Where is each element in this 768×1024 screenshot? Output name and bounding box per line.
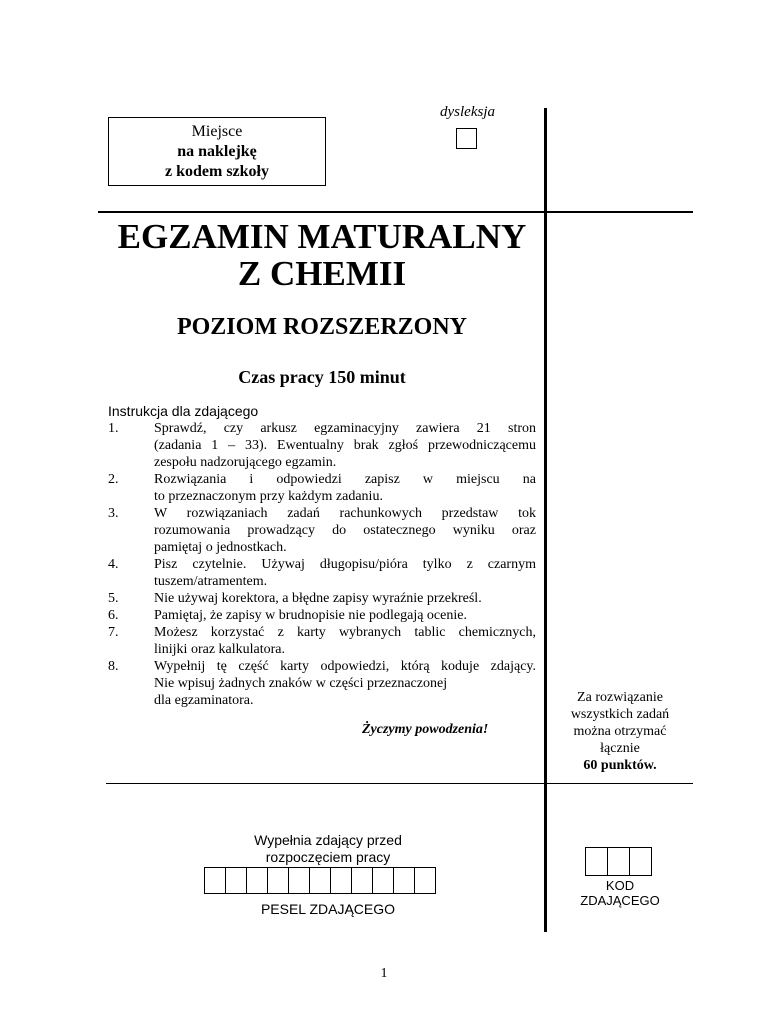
instruction-line: Sprawdź, czy arkusz egzaminacyjny zawiera 21 stron [154,421,536,436]
instructions-heading: Instrukcja dla zdającego [108,403,259,419]
points-line-2: wszystkich zadań [570,707,670,722]
instruction-item [108,590,536,607]
vertical-divider [544,108,547,932]
dyslexia-label: dysleksja [440,104,495,120]
exam-level: POZIOM ROZSZERZONY [176,314,468,340]
digit-box[interactable] [288,867,310,894]
digit-box[interactable] [225,867,247,894]
instruction-line: dla egzaminatora. [154,693,254,708]
points-line-3: można otrzymać [573,724,667,739]
digit-box[interactable] [330,867,352,894]
good-luck-message: Życzymy powodzenia! [362,722,489,737]
instruction-line: W rozwiązaniach zadań rachunkowych przedstaw tok [154,506,536,521]
instruction-line: Możesz korzystać z karty wybranych tablic chemicznych, [154,625,536,640]
instruction-number: 7. [108,625,119,640]
instruction-item [108,471,536,505]
instruction-line: to przeznaczonym przy każdym zadaniu. [154,489,383,504]
pesel-caption-line-2: rozpoczęciem pracy [265,849,391,865]
digit-box[interactable] [267,867,289,894]
instruction-line: (zadania 1 – 33). Ewentualny brak zgłoś przewodniczącemu [154,438,536,453]
instruction-item [108,556,536,590]
sticker-line-1: Miejsce [191,123,243,140]
instruction-line: Pamiętaj, że zapisy w brudnopisie nie podlegają ocenie. [154,608,467,623]
instruction-line: tuszem/atramentem. [154,574,268,589]
instruction-line: Nie używaj korektora, a błędne zapisy wyraźnie przekreśl. [154,591,482,606]
digit-box[interactable] [414,867,436,894]
exam-title-line-2: Z CHEMII [237,254,407,293]
sticker-line-3: z kodem szkoły [165,163,269,180]
instruction-number: 2. [108,472,119,487]
exam-time: Czas pracy 150 minut [238,367,406,387]
points-line-4: łącznie [600,741,640,756]
digit-box[interactable] [372,867,394,894]
instruction-item [108,607,536,624]
student-code-label-line-2: ZDAJĄCEGO [580,893,660,908]
top-horizontal-divider [98,211,693,213]
digit-box[interactable] [351,867,373,894]
instruction-number: 5. [108,591,119,606]
digit-box[interactable] [309,867,331,894]
student-code-input-boxes[interactable] [586,847,652,876]
instruction-line: Nie wpisuj żadnych znaków w części przeznaczonej [154,676,448,691]
digit-box[interactable] [629,847,652,876]
instruction-line: Pisz czytelnie. Używaj długopisu/pióra tylko z czarnym [154,557,536,572]
digit-box[interactable] [585,847,608,876]
instruction-line: zespołu nadzorującego egzamin. [154,455,337,470]
points-line-1: Za rozwiązanie [577,690,663,705]
digit-box[interactable] [607,847,630,876]
instruction-line: rozumowania prowadzący do ostatecznego wyniku oraz [154,523,536,538]
instruction-line: Wypełnij tę część karty odpowiedzi, którą koduje zdający. [154,659,536,674]
points-line-5: 60 punktów. [583,758,657,773]
pesel-label: PESEL ZDAJĄCEGO [260,901,396,917]
instruction-item [108,624,536,658]
total-points-note [560,689,680,774]
digit-box[interactable] [204,867,226,894]
dyslexia-checkbox[interactable] [456,128,477,149]
digit-box[interactable] [246,867,268,894]
instruction-line: linijki oraz kalkulatora. [154,642,286,657]
student-code-label-line-1: KOD [605,878,635,893]
instruction-item [108,658,536,709]
instruction-item [108,420,536,471]
digit-box[interactable] [393,867,415,894]
instruction-item [108,505,536,556]
student-code-label [560,878,680,908]
school-sticker-box [108,117,326,186]
sticker-line-2: na naklejkę [177,143,257,160]
bottom-horizontal-divider [106,783,693,784]
pesel-caption [200,832,456,866]
instruction-number: 8. [108,659,119,674]
exam-title-line-1: EGZAMIN MATURALNY [117,217,527,256]
instruction-number: 1. [108,421,119,436]
instruction-line: pamiętaj o jednostkach. [154,540,287,555]
instruction-number: 6. [108,608,119,623]
instruction-line: Rozwiązania i odpowiedzi zapisz w miejscu na [154,472,536,487]
instruction-number: 3. [108,506,119,521]
pesel-input-boxes[interactable] [205,867,436,894]
instruction-number: 4. [108,557,119,572]
pesel-caption-line-1: Wypełnia zdający przed [254,832,402,848]
exam-title [100,218,544,292]
instructions-list [108,420,536,709]
page-number: 1 [380,966,388,981]
